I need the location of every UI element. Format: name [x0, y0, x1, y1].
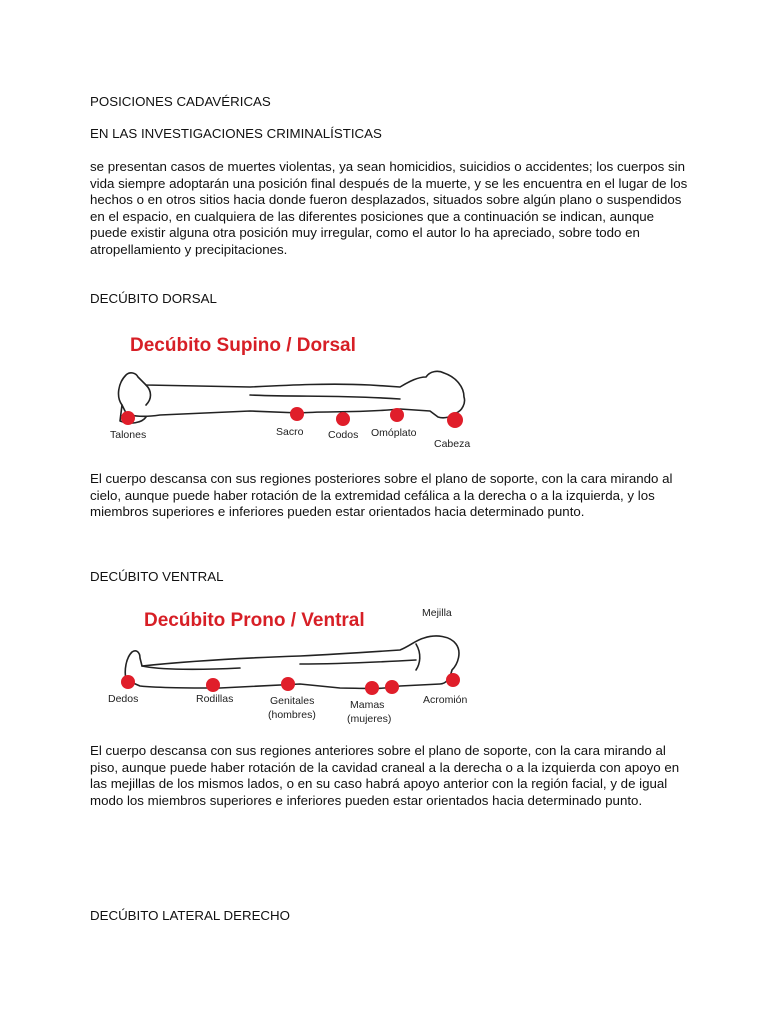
label-codos: Codos — [328, 429, 359, 441]
label-mujeres: (mujeres) — [347, 713, 392, 725]
document-title: POSICIONES CADAVÉRICAS — [90, 94, 271, 109]
ventral-description: El cuerpo descansa con sus regiones anteriores sobre el plano de soporte, con la cara mirando al piso, aunque puede haber rotación de la cavidad craneal a la derecha o a la izquierda con apoyo en las mejillas de los mismos lados, o en su caso habrá apoyo anterior con la región facial, y de igual modo los miembros superiores e inferiores pueden estar orientados hacia determinado punto. — [90, 743, 680, 808]
figure-ventral-title: Decúbito Prono / Ventral — [144, 610, 365, 631]
label-omoplato: Omóplato — [371, 427, 417, 439]
figure-decubito-dorsal — [100, 325, 500, 455]
heading-decubito-dorsal: DECÚBITO DORSAL — [90, 291, 217, 306]
dorsal-description: El cuerpo descansa con sus regiones posteriores sobre el plano de soporte, con la cara mirando al cielo, aunque puede haber rotación de la extremidad cefálica a la derecha o a la izquierda, y los miembros superiores e inferiores pueden estar orientados hacia determinado punto. — [90, 471, 673, 519]
pressure-point-codos — [336, 412, 350, 426]
label-rodillas: Rodillas — [196, 693, 234, 705]
label-sacro: Sacro — [276, 426, 304, 438]
label-genitales: Genitales — [270, 695, 315, 707]
label-mamas: Mamas — [350, 699, 385, 711]
pressure-point-cabeza — [447, 412, 463, 428]
label-hombres: (hombres) — [268, 709, 316, 721]
heading-decubito-lateral-derecho: DECÚBITO LATERAL DERECHO — [90, 908, 290, 923]
pressure-point-talones — [121, 411, 135, 425]
pressure-point-mamas-1 — [365, 681, 379, 695]
pressure-point-acromion — [446, 673, 460, 687]
document-subtitle: EN LAS INVESTIGACIONES CRIMINALÍSTICAS — [90, 126, 382, 141]
intro-paragraph: se presentan casos de muertes violentas, ya sean homicidios, suicidios o accidentes; los cuerpos sin vida siempre adoptarán una posición final después de la muerte, y se les encuentra en el lugar de los hechos o en otros sitios hacia donde fueron desplazados, situados sobre algún plano o suspendidos en el espacio, en cualquiera de las diferentes posiciones que a continuación se indican, aunque puede existir alguna otra posición muy irregular, como el autor lo ha apreciado, sobre todo en atropellamiento y precipitaciones. — [90, 159, 688, 257]
label-acromion: Acromión — [423, 694, 468, 706]
heading-decubito-ventral: DECÚBITO VENTRAL — [90, 569, 224, 584]
figure-dorsal-title: Decúbito Supino / Dorsal — [130, 335, 356, 356]
pressure-point-genitales — [281, 677, 295, 691]
label-talones: Talones — [110, 429, 147, 441]
label-dedos: Dedos — [108, 693, 139, 705]
figure-decubito-ventral — [100, 604, 500, 732]
pressure-point-mamas-2 — [385, 680, 399, 694]
pressure-point-rodillas — [206, 678, 220, 692]
pressure-point-omoplato — [390, 408, 404, 422]
label-mejilla: Mejilla — [422, 607, 452, 619]
pressure-point-sacro — [290, 407, 304, 421]
pressure-point-dedos — [121, 675, 135, 689]
label-cabeza: Cabeza — [434, 438, 471, 450]
